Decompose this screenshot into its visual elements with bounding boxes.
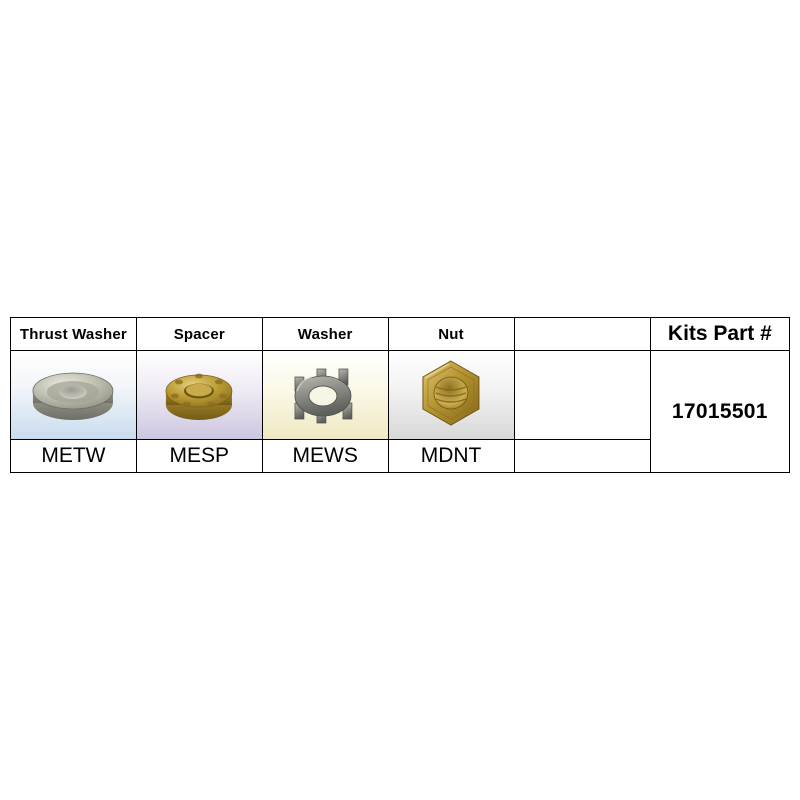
washer-photo (263, 351, 388, 439)
table-image-row (11, 351, 790, 440)
code-empty (514, 440, 650, 473)
cell-washer-image (262, 351, 388, 440)
spacer-photo (137, 351, 262, 439)
kit-part-number: 17015501 (650, 351, 789, 473)
cell-thrust-washer-image (11, 351, 137, 440)
table-header-row (11, 318, 790, 351)
header-washer: Washer (262, 318, 388, 351)
lock-nut-icon (389, 351, 514, 439)
header-spacer: Spacer (136, 318, 262, 351)
nut-photo (389, 351, 514, 439)
code-thrust-washer: METW (11, 440, 137, 473)
header-nut: Nut (388, 318, 514, 351)
cell-spacer-image (136, 351, 262, 440)
thrust-washer-icon (11, 351, 136, 439)
code-spacer: MESP (136, 440, 262, 473)
spacer-icon (137, 351, 262, 439)
code-nut: MDNT (388, 440, 514, 473)
cell-nut-image (388, 351, 514, 440)
header-kits-part-number: Kits Part # (650, 318, 789, 351)
thrust-washer-photo (11, 351, 136, 439)
tab-washer-icon (263, 351, 388, 439)
code-washer: MEWS (262, 440, 388, 473)
header-thrust-washer: Thrust Washer (11, 318, 137, 351)
cell-empty-image (514, 351, 650, 440)
parts-kit-table (10, 317, 790, 473)
header-empty (514, 318, 650, 351)
